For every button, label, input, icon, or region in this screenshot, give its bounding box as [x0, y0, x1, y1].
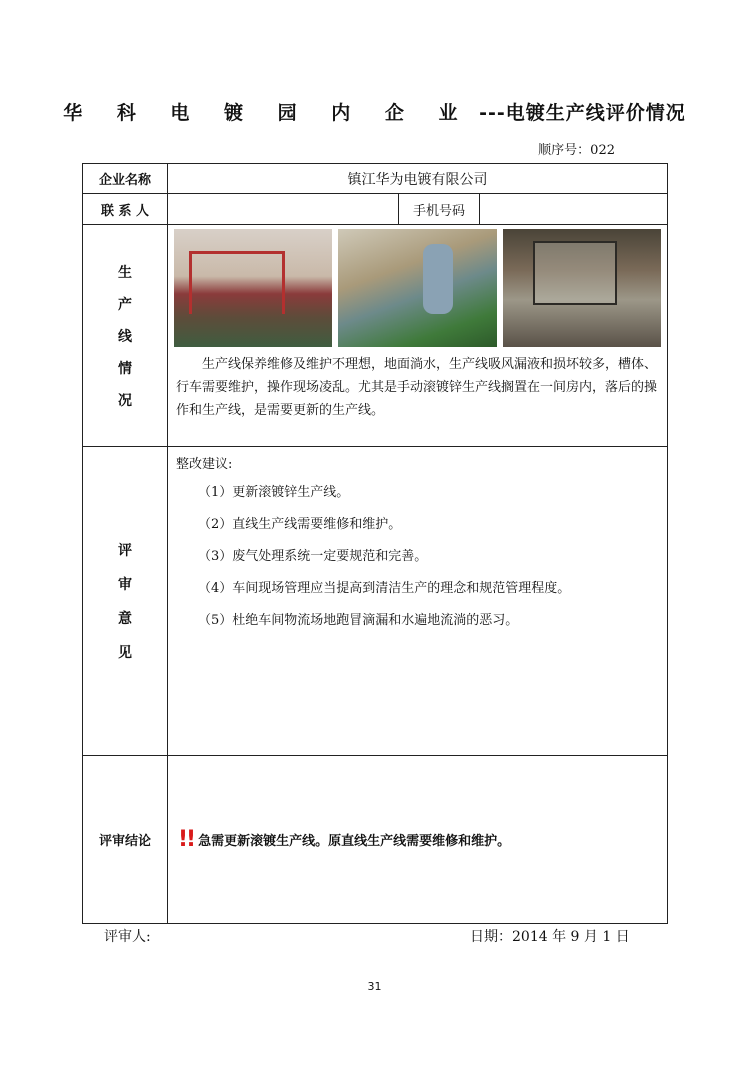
review-item: （2）直线生产线需要维修和维护。	[198, 517, 402, 532]
conclusion-label: 评审结论	[83, 756, 168, 924]
review-label-char: 意	[118, 611, 132, 627]
company-name: 镇江华为电镀有限公司	[168, 164, 668, 194]
production-label-char: 线	[118, 328, 132, 345]
photo-strip	[168, 225, 667, 347]
review-item: （1）更新滚镀锌生产线。	[198, 485, 350, 500]
review-label-char: 见	[118, 645, 132, 661]
production-photo-3	[503, 229, 661, 347]
page-title	[0, 98, 749, 125]
reviewer-label: 评审人:	[104, 929, 151, 945]
review-label-char: 评	[118, 543, 132, 559]
review-item: （3）废气处理系统一定要规范和完善。	[198, 549, 428, 564]
warning-icon: !!	[178, 827, 195, 852]
evaluation-form	[82, 163, 668, 924]
production-label-char: 况	[118, 392, 132, 409]
production-label-char: 产	[118, 296, 132, 313]
conclusion-content	[168, 756, 668, 924]
conclusion-text: 急需更新滚镀生产线。原直线生产线需要维修和维护。	[198, 834, 511, 849]
phone-label: 手机号码	[398, 194, 480, 224]
title-part1: 华 科 电 镀 园 内 企 业	[63, 102, 472, 124]
title-part2: ---电镀生产线评价情况	[471, 102, 686, 124]
production-label-char: 生	[118, 264, 132, 281]
review-intro: 整改建议:	[176, 457, 233, 472]
production-label-char: 情	[118, 360, 132, 377]
review-item: （5）杜绝车间物流场地跑冒滴漏和水遍地流淌的恶习。	[198, 613, 519, 628]
production-photo-1	[174, 229, 332, 347]
company-label: 企业名称	[83, 164, 168, 194]
production-content	[168, 225, 668, 447]
review-label-char: 审	[118, 577, 132, 593]
contact-row	[168, 194, 668, 225]
production-photo-2	[338, 229, 496, 347]
review-item: （4）车间现场管理应当提高到清洁生产的理念和规范管理程度。	[198, 581, 571, 596]
review-date: 日期：2014 年 9 月 1 日	[470, 929, 630, 945]
contact-label: 联 系 人	[83, 194, 168, 225]
contact-value	[168, 194, 398, 224]
production-label	[83, 225, 168, 447]
sequence-number: 顺序号：022	[538, 143, 615, 158]
review-content	[168, 447, 668, 756]
review-label	[83, 447, 168, 756]
page-number: 31	[367, 980, 382, 993]
production-description: 生产线保养维修及维护不理想，地面淌水，生产线吸风漏液和损坏较多，槽体、行车需要维护，操作现场凌乱。尤其是手动滚镀锌生产线搁置在一间房内，落后的操作和生产线，是需要更新的生产线。	[176, 357, 658, 418]
